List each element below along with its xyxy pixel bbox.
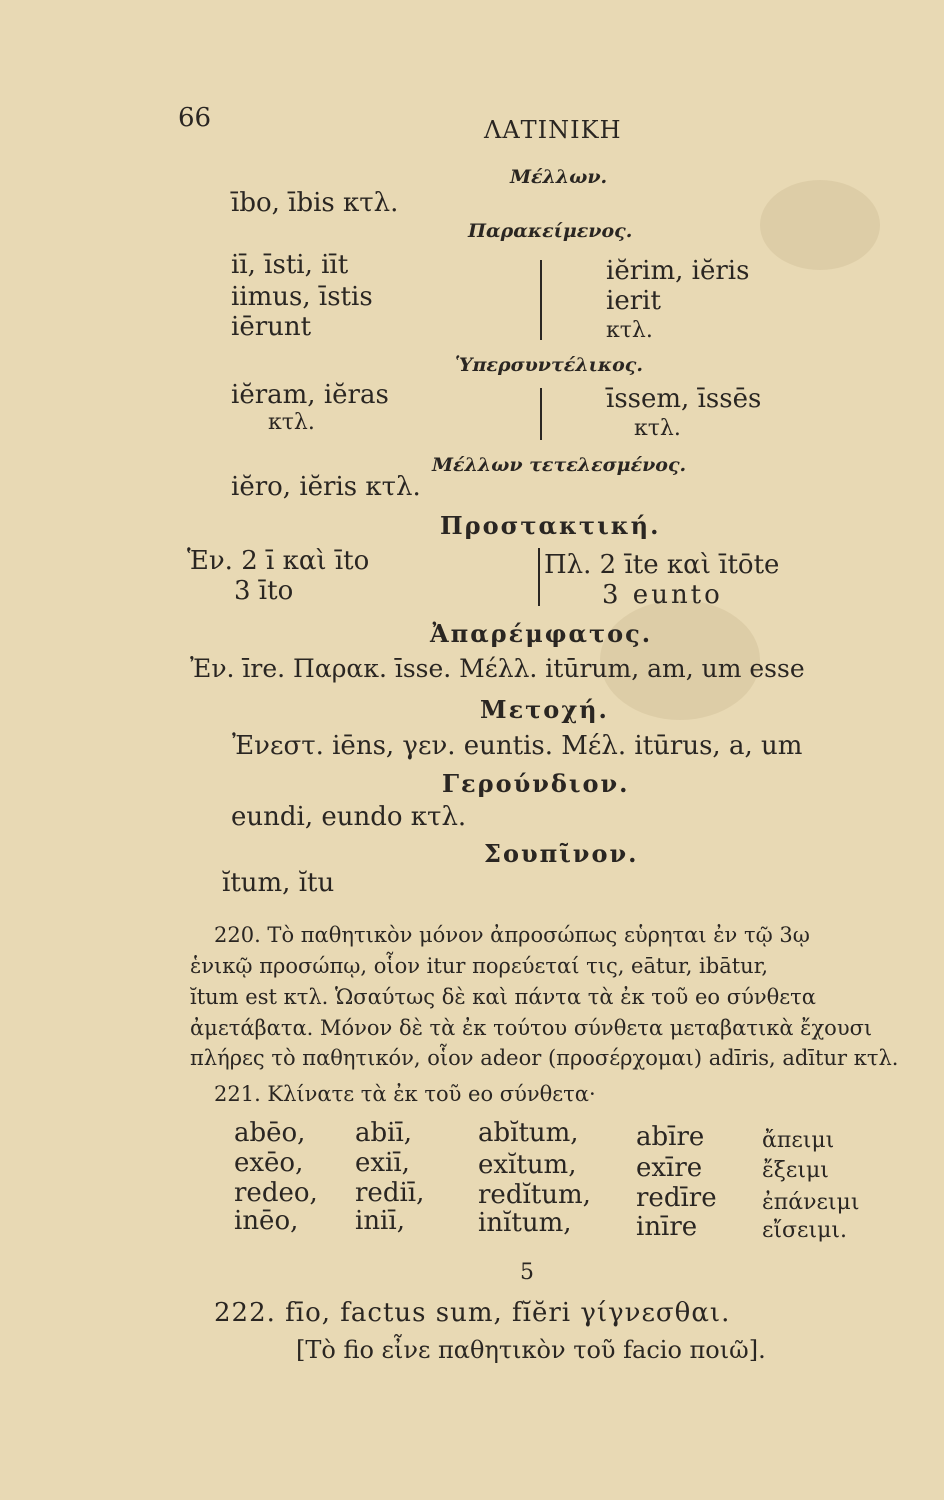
gerund-line: eundi, eundo κτλ. (231, 802, 467, 832)
conj-cell: redeo, (234, 1178, 318, 1208)
page-number: 66 (178, 103, 212, 133)
supine-line: ĭtum, ĭtu (222, 868, 335, 898)
conj-gloss: ἔξειμι (762, 1158, 829, 1183)
gerund-label: Γερούνδιον. (442, 769, 630, 798)
para222-line: [Τὸ fio εἶνε παθητικὸν τοῦ facio ποιῶ]. (296, 1336, 766, 1364)
conj-cell: exīre (636, 1153, 703, 1183)
perfect-line: iimus, īstis (231, 282, 373, 312)
imperative-singular-line: Ἑν. 2 ī καὶ īto (187, 546, 370, 576)
infinitive-label: Ἀπαρέμφατος. (430, 619, 653, 648)
para220-line: πλήρες τὸ παθητικόν, οἷον adeor (προσέρχομαι) adīris, adītur κτλ. (190, 1046, 899, 1070)
conj-cell: exiī, (355, 1148, 410, 1178)
subjunctive-perfect-line: ierit (606, 286, 661, 316)
para220-line: ἀμετάβατα. Μόνον δὲ τὰ ἐκ τούτου σύνθετα μεταβατικὰ ἔχουσι (190, 1016, 873, 1040)
conj-cell: redĭtum, (478, 1180, 591, 1210)
conj-cell: rediī, (355, 1178, 425, 1208)
conj-cell: redīre (636, 1183, 717, 1213)
bracket-line (538, 548, 540, 606)
future-perfect-label: Μέλλων τετελεσμένος. (432, 454, 687, 476)
participle-line: Ἐνεστ. iēns, γεν. euntis. Μέλ. itūrus, a, um (232, 731, 803, 761)
future-forms: ībo, ībis κτλ. (231, 188, 399, 218)
bracket-line (540, 260, 542, 340)
conj-gloss: ἐπάνειμι (762, 1190, 860, 1215)
running-head: ΛΑΤΙΝΙΚΗ (484, 116, 622, 144)
conj-cell: inēo, (234, 1206, 299, 1236)
imperative-plural-line: Πλ. 2 īte καὶ ītōte (544, 550, 780, 580)
perfect-line: iērunt (231, 312, 312, 342)
para221-intro: 221. Κλίνατε τὰ ἐκ τοῦ eo σύνθετα· (214, 1082, 596, 1106)
perfect-line: iī, īsti, iīt (231, 250, 349, 280)
imperative-singular-line: 3 īto (234, 576, 294, 606)
para220-line: ἑνικῷ προσώπῳ, οἷον itur πορεύεταί τις, eātur, ibātur, (190, 954, 769, 978)
conj-cell: abĭtum, (478, 1118, 579, 1148)
para220-line: 220. Τὸ παθητικὸν μόνον ἀπροσώπως εὑρηται ἐν τῷ 3ῳ (214, 923, 810, 947)
infinitive-line: Ἐν. īre. Παρακ. īsse. Μέλλ. itūrum, am, um esse (190, 654, 805, 683)
perfect-label: Παρακείμενος. (468, 220, 633, 242)
subjunctive-pluperfect-line: κτλ. (634, 416, 681, 441)
pluperfect-line: κτλ. (268, 410, 315, 435)
para222-line: 222. fīo, factus sum, fĭĕri γίγνεσθαι. (214, 1298, 731, 1328)
imperative-plural-line: 3 eunto (602, 580, 723, 610)
conj-cell: iniī, (355, 1206, 405, 1236)
conj-cell: exĭtum, (478, 1150, 577, 1180)
para220-line: ĭtum est κτλ. Ὡσαύτως δὲ καὶ πάντα τὰ ἐκ τοῦ eo σύνθετα (190, 985, 816, 1009)
bracket-line (540, 388, 542, 440)
conj-cell: abiī, (355, 1118, 413, 1148)
conj-gloss: εἴσειμι. (762, 1218, 847, 1243)
imperative-label: Προστακτική. (440, 511, 661, 540)
conj-cell: inĭtum, (478, 1208, 572, 1238)
conj-gloss: ἄπειμι (762, 1128, 835, 1153)
supine-label: Σουπῖνον. (484, 839, 639, 868)
subjunctive-perfect-line: iĕrim, iĕris (606, 256, 750, 286)
future-label: Μέλλων. (510, 166, 608, 188)
pluperfect-label: Ὑπερσυντέλικος. (455, 354, 643, 376)
subjunctive-perfect-line: κτλ. (606, 318, 653, 343)
conj-cell: inīre (636, 1212, 698, 1242)
conj-cell: abēo, (234, 1118, 306, 1148)
conj-cell: exēo, (234, 1148, 304, 1178)
signature-mark: 5 (520, 1260, 534, 1285)
subjunctive-pluperfect-line: īssem, īssēs (606, 384, 762, 414)
participle-label: Μετοχή. (480, 695, 609, 724)
pluperfect-line: iĕram, iĕras (231, 380, 389, 410)
future-perfect-forms: iĕro, iĕris κτλ. (231, 472, 421, 502)
conj-cell: abīre (636, 1122, 705, 1152)
paper-stain (760, 180, 880, 270)
